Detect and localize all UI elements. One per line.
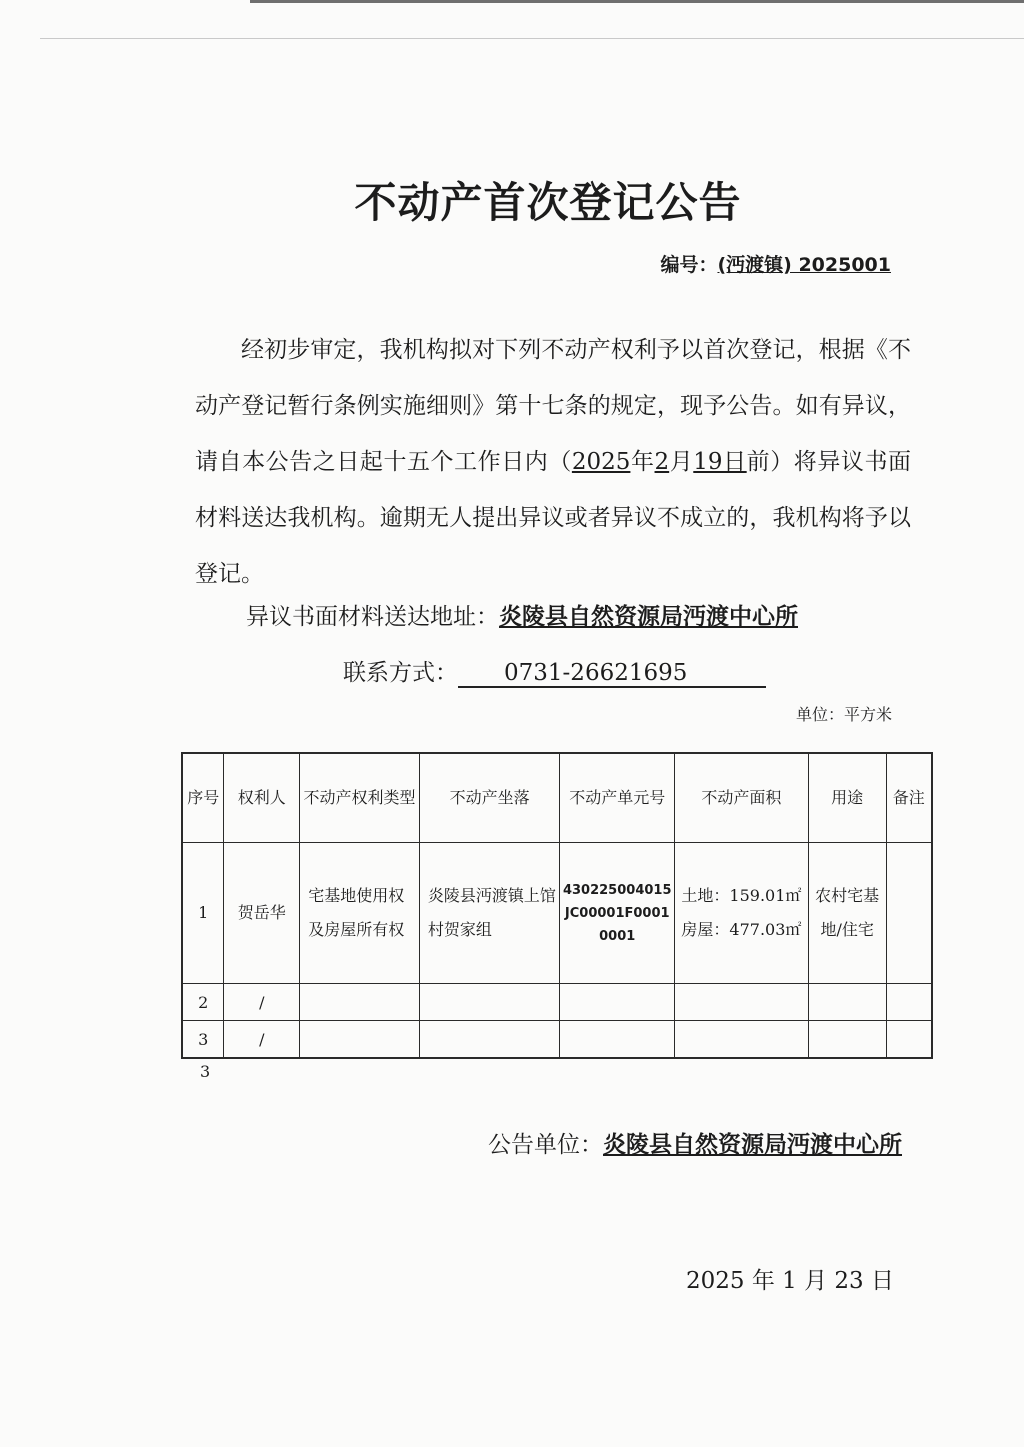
contact-value: 0731-26621695 [458, 660, 766, 688]
issuer [488, 1126, 902, 1159]
scan-edge [250, 0, 1024, 3]
scan-line [40, 38, 1024, 39]
header-usage: 用途 [808, 753, 886, 843]
deadline-day: 19日 [693, 449, 747, 475]
deadline-month: 2 [654, 449, 670, 475]
year-char: 年 [630, 449, 655, 475]
objection-address-value: 炎陵县自然资源局沔渡中心所 [499, 603, 798, 630]
cell-no: 2 [182, 984, 224, 1021]
cell-holder: 贺岳华 [224, 843, 300, 984]
header-right-type: 不动产权利类型 [300, 753, 420, 843]
notice-date: 2025 年 1 月 23 日 [686, 1268, 894, 1294]
area-house: 房屋：477.03㎡ [681, 920, 802, 939]
cell-unit-no [560, 843, 675, 984]
doc-number [660, 250, 891, 277]
paragraph-part-2: 前）将异议书面材料送达我机构。逾期无人提出异议或者异议不成立的，我机构将予以登记。 [195, 449, 911, 587]
cell-location: 炎陵县沔渡镇上馆村贺家组 [419, 843, 560, 984]
month-char: 月 [669, 449, 694, 475]
header-unit-no: 不动产单元号 [560, 753, 675, 843]
header-note: 备注 [886, 753, 932, 843]
issuer-value: 炎陵县自然资源局沔渡中心所 [603, 1131, 902, 1158]
objection-address-label: 异议书面材料送达地址： [246, 604, 499, 630]
header-holder: 权利人 [224, 753, 300, 843]
cell-holder: / [224, 984, 300, 1021]
page-title: 不动产首次登记公告 [354, 178, 742, 227]
cell-usage: 农村宅基地/住宅 [808, 843, 886, 984]
notice-paragraph [195, 322, 911, 602]
unit-note: 单位：平方米 [795, 705, 892, 724]
cell-no: 1 [182, 843, 224, 984]
table-row [182, 1021, 932, 1059]
unit-no-text: 430225004015JC00001F00010001 [562, 882, 672, 944]
contact-label: 联系方式： [343, 660, 458, 686]
doc-number-value: (沔渡镇) 2025001 [717, 254, 891, 276]
objection-address [246, 598, 798, 631]
contact-info [343, 654, 766, 688]
cell-holder: / [224, 1021, 300, 1059]
cell-area [675, 843, 809, 984]
issuer-label: 公告单位： [488, 1132, 603, 1158]
cell-right-type: 宅基地使用权及房屋所有权 [300, 843, 420, 984]
table-row [182, 984, 932, 1021]
cell-no: 3 [182, 1021, 224, 1059]
header-location: 不动产坐落 [419, 753, 560, 843]
table-row [182, 843, 932, 984]
table-header-row [182, 753, 932, 843]
paragraph-part-1: 经初步审定，我机构拟对下列不动产权利予以首次登记，根据《不动产登记暂行条例实施细则》第十七条的规定，现予公告。如有异议，请自本公告之日起十五个工作日内（ [195, 337, 911, 475]
registration-table [181, 752, 933, 1059]
header-no: 序号 [182, 753, 224, 843]
area-land: 土地：159.01㎡ [681, 886, 802, 905]
below-table-mark: 3 [200, 1062, 211, 1081]
deadline-year: 2025 [571, 449, 631, 475]
header-area: 不动产面积 [675, 753, 809, 843]
cell-note [886, 843, 932, 984]
doc-number-label: 编号： [660, 254, 718, 276]
